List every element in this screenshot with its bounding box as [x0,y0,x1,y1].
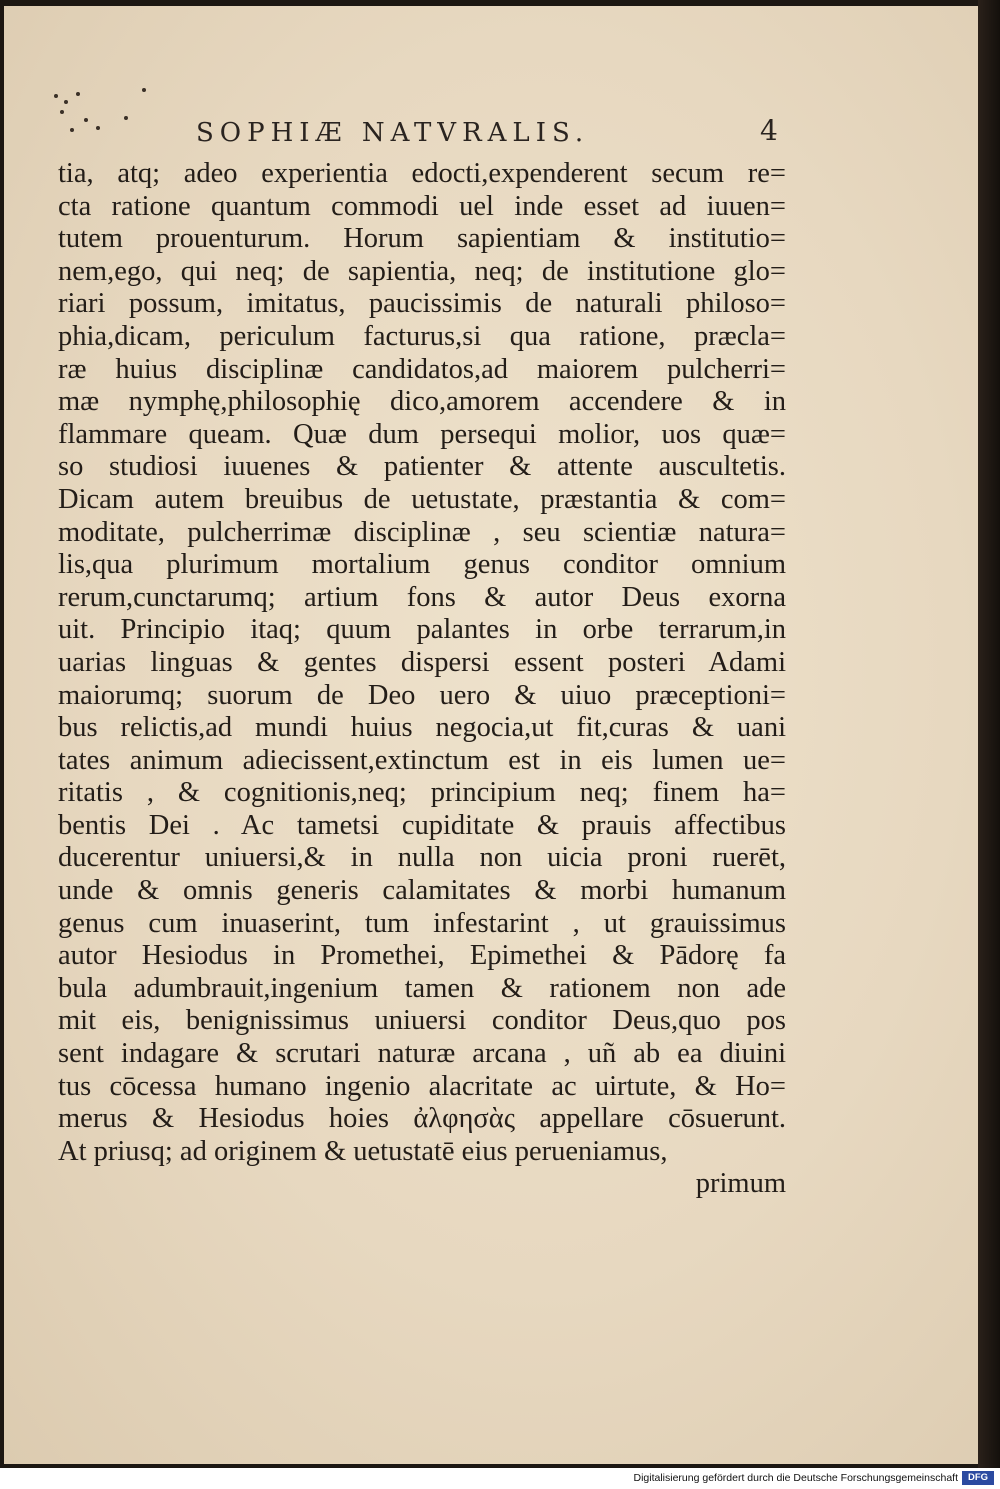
text-line: Dicam autem breuibus de uetustate, præstantia & com= [58,483,786,515]
funding-credit: Digitalisierung gefördert durch die Deutsche Forschungsgemeinschaft [633,1472,958,1484]
text-line: autor Hesiodus in Promethei, Epimethei & Pādorę fa [58,940,786,972]
text-line: moditate, pulcherrimæ disciplinæ , seu scientiæ natura= [58,516,786,548]
text-line: so studiosi iuuenes & patienter & attente auscultetis. [58,451,786,483]
text-line: ræ huius disciplinæ candidatos,ad maiorem pulcherri= [58,353,786,385]
text-line: rerum,cunctarumq; artium fons & autor Deus exorna [58,581,786,613]
text-line: tus cōcessa humano ingenio alacritate ac uirtute, & Ho= [58,1070,786,1102]
catchword: primum [695,1168,786,1200]
running-header [196,114,796,158]
text-line: genus cum inuaserint, tum infestarint , ut grauissimus [58,907,786,939]
text-line: riari possum, imitatus, paucissimis de naturali philoso= [58,288,786,320]
dfg-logo: DFG [962,1471,994,1485]
text-line: nem,ego, qui neq; de sapientia, neq; de institutione glo= [58,255,786,287]
body-text [58,158,786,1201]
text-line: mæ nymphę,philosophię dico,amorem accendere & in [58,386,786,418]
footer-bar [0,1468,1000,1489]
ink-specks [34,86,174,156]
text-line: uit. Principio itaq; quum palantes in orbe terrarum,in [58,614,786,646]
text-line: lis,qua plurimum mortalium genus conditor omnium [58,549,786,581]
text-line: unde & omnis generis calamitates & morbi humanum [58,875,786,907]
text-line: maiorumq; suorum de Deo uero & uiuo præceptioni= [58,679,786,711]
text-line: tia, atq; adeo experientia edocti,expenderent secum re= [58,158,786,189]
text-line: sent indagare & scrutari naturæ arcana , uñ ab ea diuini [58,1038,786,1070]
text-line: At priusq; ad originem & uetustatē eius perueniamus, [58,1135,668,1167]
text-line: tutem prouenturum. Horum sapientiam & institutio= [58,223,786,255]
text-line: uarias linguas & gentes dispersi essent posteri Adami [58,646,786,678]
text-line: bus relictis,ad mundi huius negocia,ut fit,curas & uani [58,712,786,744]
text-line: cta ratione quantum commodi uel inde esset ad iuuen= [58,190,786,222]
text-line: bula adumbrauit,ingenium tamen & rationem non ade [58,972,786,1004]
running-title: SOPHIÆ NATVRALIS. [196,118,590,148]
book-edge [978,0,1000,1468]
text-line: flammare queam. Quæ dum persequi molior, uos quæ= [58,418,786,450]
text-line: ducerentur uniuersi,& in nulla non uicia proni ruerēt, [58,842,786,874]
text-line: ritatis , & cognitionis,neq; principium neq; finem ha= [58,777,786,809]
text-line: tates animum adiecissent,extinctum est in eis lumen ue= [58,744,786,776]
page-number: 4 [760,114,778,147]
text-line: bentis Dei . Ac tametsi cupiditate & prauis affectibus [58,809,786,841]
text-line: mit eis, benignissimus uniuersi conditor Deus,quo pos [58,1005,786,1037]
text-line: merus & Hesiodus hoies ἀλφησὰς appellare cōsuerunt. [58,1103,786,1135]
text-line: phia,dicam, periculum facturus,si qua ratione, præcla= [58,320,786,352]
